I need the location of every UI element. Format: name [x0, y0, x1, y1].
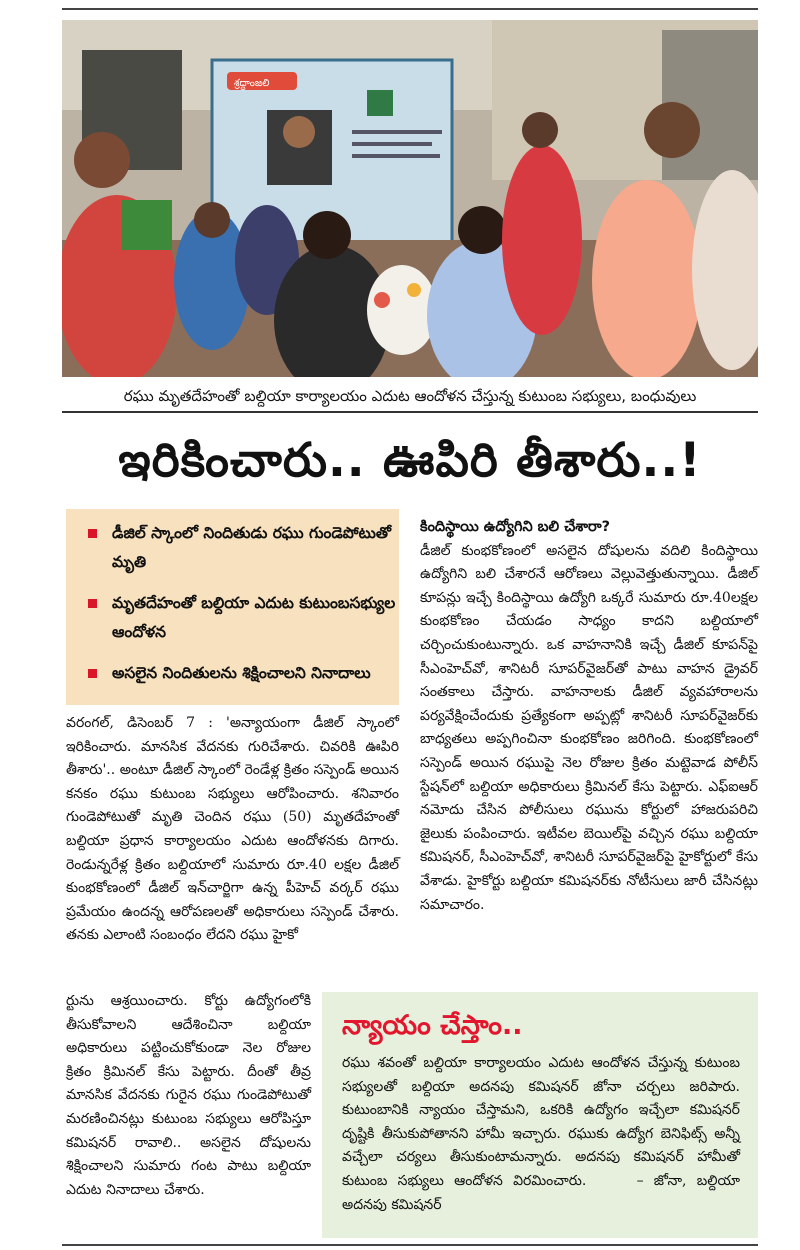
- top-rule: [62, 8, 758, 10]
- highlight-text: డీజిల్ స్కాంలో నిందితుడు రఘు గుండెపోటుతో మృతి: [112, 524, 392, 571]
- highlight-item: [88, 589, 399, 647]
- highlight-text: అసలైన నిందితులను శిక్షించాలని నినాదాలు: [112, 664, 371, 682]
- bullet-icon: [88, 669, 97, 678]
- sub-heading: కిందిస్థాయి ఉద్యోగిని బలి చేశారా?: [420, 519, 611, 535]
- article-paragraph: ర్టును ఆశ్రయించారు. కోర్టు ఉద్యోగంలోకి తీసుకోవాలని ఆదేశించినా బల్దియా అధికారులు పట్టించుకోకుండా నెల రోజుల క్రితం క్రిమినల్ కేసు పెట్టారు. దీంతో తీవ్ర మానసిక వేదనకు గురైన రఘు గుండెపోటుతో మరణించినట్లు కుటుంబ సభ్యులు ఆరోపిస్తూ కమిషనర్ రావాలి.. అసలైన దోషులను శిక్షించాలని సుమారు గంట పాటు బల్దియా ఎదుట నినాదాలు చేశారు.: [66, 993, 311, 1198]
- sidebar-box: [322, 992, 758, 1238]
- bullet-icon: [88, 529, 97, 538]
- bottom-rule: [62, 1244, 758, 1246]
- banner-header: శ్రద్ధాంజలి: [234, 78, 270, 89]
- sidebar-text: రఘు శవంతో బల్దియా కార్యాలయం ఎదుట ఆందోళన చేస్తున్న కుటుంబ సభ్యులతో బల్దియా అదనపు కమిషనర్ జోనా చర్చలు జరిపారు. కుటుంబానికి న్యాయం చేస్తామని, ఒకరికి ఉద్యోగం ఇచ్చేలా కమిషనర్ దృష్టికి తీసుకుపోతానని హామీ ఇచ్చారు. రఘుకు ఉద్యోగ బెనిఫిట్స్ అన్నీ వచ్చేలా చర్యలు తీసుకుంటామన్నారు. అదనపు కమిషనర్ హామీతో కుటుంబ సభ్యులు ఆందోళన విరమించారు.: [342, 1055, 740, 1189]
- highlights-box: [66, 509, 399, 705]
- article-body-left-top: [66, 712, 399, 948]
- sidebar-title: న్యాయం చేస్తాం..: [342, 1010, 523, 1041]
- sidebar-attribution: – జోనా, బల్దియా అదనపు కమిషనర్: [342, 1172, 740, 1213]
- headline: ఇరికించారు.. ఊపిరి తీశారు..!: [118, 433, 702, 488]
- article-body-left-bottom: [66, 990, 311, 1202]
- bullet-icon: [88, 599, 97, 608]
- highlight-item: [88, 519, 399, 577]
- highlight-item: [88, 659, 399, 688]
- sidebar-body: [342, 1052, 740, 1217]
- article-paragraph: డీజిల్ కుంభకోణంలో అసలైన దోషులను వదిలి కిందిస్థాయి ఉద్యోగిని బలి చేశారనే ఆరోణలు వెల్లువెత్తుతున్నాయి. డీజిల్ కూపన్లు ఇచ్చే కిందిస్థాయి ఉద్యోగి ఒక్కరే సుమారు రూ.40లక్షల కుంభకోణం చేయడం సాధ్యం కాదని బల్దియాలో చర్చించుకుంటున్నారు. ఒక వాహనానికి ఇచ్చే డీజిల్ కూపన్‌పై సీఎంహెచ్‌వో, శానిటరీ సూపర్‌వైజర్‌తో పాటు వాహన డ్రైవర్ సంతకాలు చేస్తారు. వాహనాలకు డీజిల్ వ్యవహారాలను పర్యవేక్షించేందుకు ప్రత్యేకంగా అప్పట్లో శానిటరీ సూపర్‌వైజర్‌కు బాధ్యతలు అప్పగించినా కుంభకోణం జరిగింది. కుంభకోణంలో సస్పెండ్ అయిన రఘుపై నెల రోజుల క్రితం మట్టెవాడ పోలీస్ స్టేషన్‌లో బల్దియా అధికారులు క్రిమినల్ కేసు పెట్టారు. ఎఫ్ఐఆర్ నమోదు చేసిన పోలీసులు రఘును కోర్టులో హాజరుపరిచి జైలుకు పంపించారు. ఇటీవల బెయిల్‌పై వచ్చిన రఘు బల్దియా కమిషనర్, సీఎంహెచ్‌వో, శానిటరీ సూపర్‌వైజర్‌పై హైకోర్టులో కేసు వేశాడు. హైకోర్టు బల్దియా కమిషనర్‌కు నోటీసులు జారీ చేసినట్లు సమాచారం.: [420, 542, 758, 913]
- photo-caption: రఘు మృతదేహంతో బల్దియా కార్యాలయం ఎదుట ఆందోళన చేస్తున్న కుటుంబ సభ్యులు, బంధువులు: [62, 381, 758, 413]
- news-photo: [62, 20, 758, 377]
- highlight-text: మృతదేహంతో బల్దియా ఎదుట కుటుంబసభ్యుల ఆందోళన: [112, 594, 396, 641]
- article-paragraph: వరంగల్, డిసెంబర్ 7 : 'అన్యాయంగా డీజిల్ స్కాంలో ఇరికించారు. మానసిక వేదనకు గురిచేశారు. చివరికి ఊపిరి తీశారు'.. అంటూ డీజిల్ స్కాంలో రెండేళ్ల క్రితం సస్పెండ్ అయిన కనకం రఘు కుటుంబ సభ్యులు ఆరోపించారు. శనివారం గుండెపోటుతో మృతి చెందిన రఘు (50) మృతదేహంతో బల్దియా ప్రధాన కార్యాలయం ఎదుట ఆందోళనకు దిగారు. రెండున్నరేళ్ల క్రితం బల్దియాలో సుమారు రూ.40 లక్షల డీజిల్ కుంభకోణంలో డీజిల్ ఇన్‌చార్జిగా ఉన్న పీహెచ్ వర్కర్ రఘు ప్రమేయం ఉందన్న ఆరోపణలతో అధికారులు సస్పెండ్ చేశారు. తనకు ఎలాంటి సంబంధం లేదని రఘు హైకో: [66, 715, 399, 944]
- protest-photo-illustration: [62, 20, 758, 377]
- article-body-right: [420, 516, 758, 917]
